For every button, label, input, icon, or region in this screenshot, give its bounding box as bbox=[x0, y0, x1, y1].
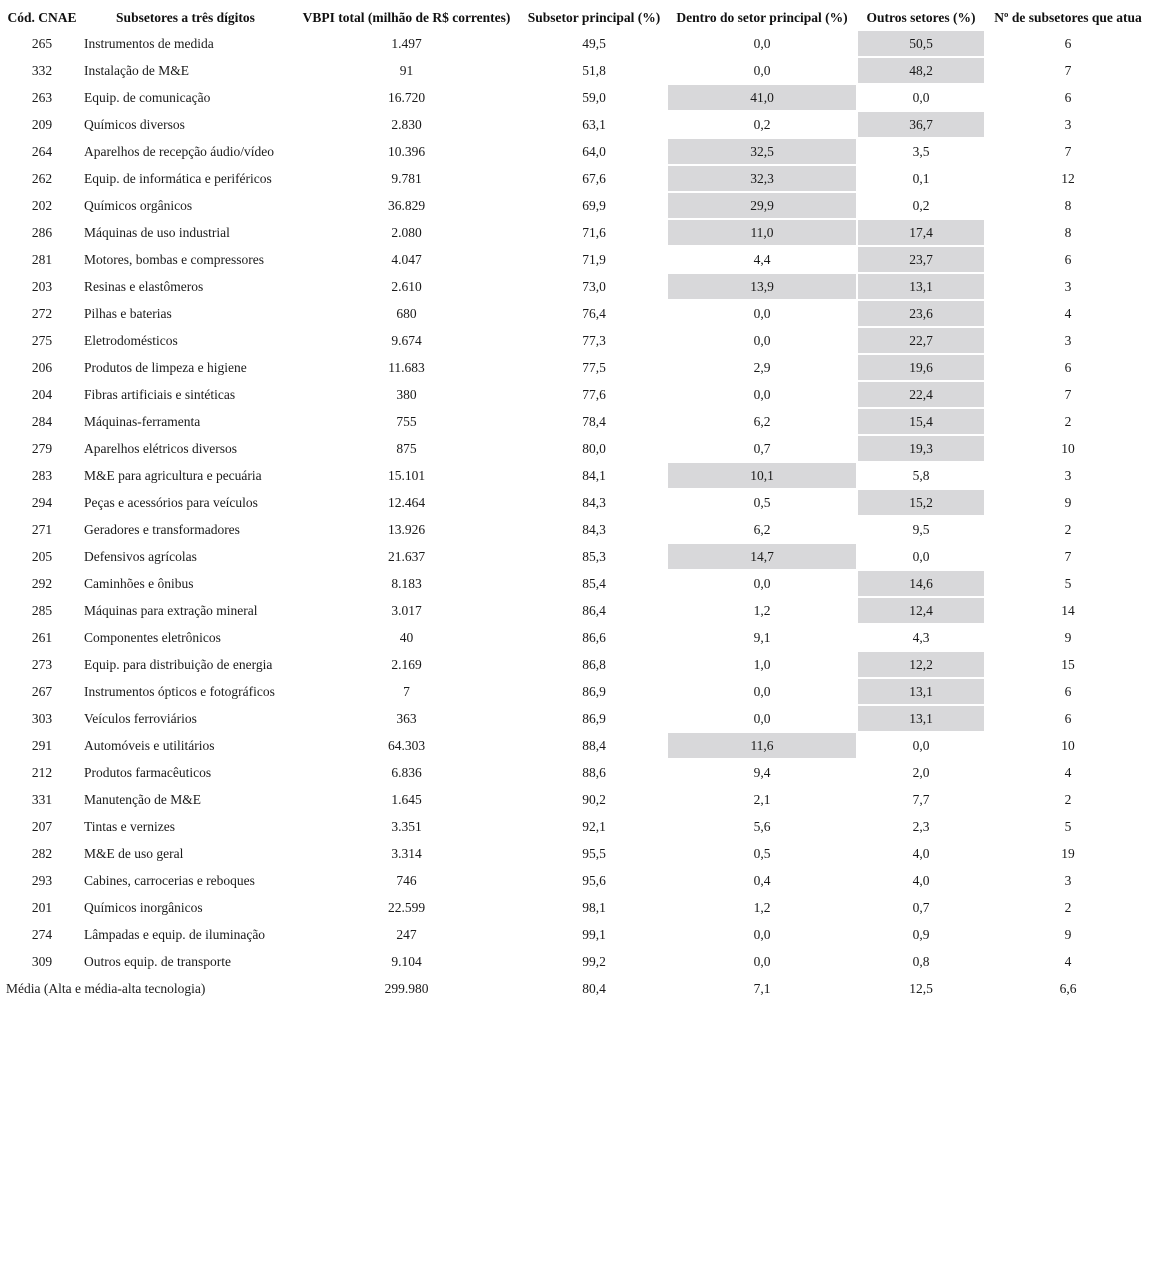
cnae-code-cell: 292 bbox=[31, 575, 53, 591]
within-sector-pct-cell: 13,9 bbox=[668, 274, 856, 299]
vbpi-cell: 36.829 bbox=[387, 197, 426, 213]
subsector-count-cell: 8 bbox=[1064, 224, 1072, 240]
subsector-count-cell: 6 bbox=[1064, 359, 1072, 375]
subsector-name-cell: Lâmpadas e equip. de iluminação bbox=[84, 926, 266, 942]
vbpi-cell: 380 bbox=[396, 386, 417, 402]
within-sector-pct-cell: 0,0 bbox=[753, 62, 771, 78]
principal-pct-cell: 80,0 bbox=[582, 440, 606, 456]
subsector-name-cell: Caminhões e ônibus bbox=[84, 575, 194, 591]
other-sectors-pct-cell: 15,4 bbox=[858, 409, 984, 434]
within-sector-pct-cell: 1,2 bbox=[753, 899, 771, 915]
subsector-name-cell: Produtos farmacêuticos bbox=[84, 764, 212, 780]
within-sector-pct-cell: 32,3 bbox=[668, 166, 856, 191]
cnae-code-cell: 331 bbox=[31, 791, 53, 807]
subsector-name-cell: Veículos ferroviários bbox=[84, 710, 197, 726]
vbpi-cell: 22.599 bbox=[387, 899, 426, 915]
cnae-code-cell: 279 bbox=[31, 440, 53, 456]
table-row bbox=[6, 436, 1150, 461]
other-sectors-pct-cell: 2,3 bbox=[912, 818, 930, 834]
other-sectors-pct-cell: 9,5 bbox=[912, 521, 930, 537]
other-sectors-pct-cell: 15,2 bbox=[858, 490, 984, 515]
subsector-name-cell: Manutenção de M&E bbox=[84, 791, 201, 807]
table-body bbox=[6, 31, 1150, 974]
cnae-code-cell: 271 bbox=[31, 521, 53, 537]
principal-pct-cell: 49,5 bbox=[582, 35, 606, 51]
within-sector-pct-cell: 29,9 bbox=[668, 193, 856, 218]
within-sector-pct-cell: 5,6 bbox=[753, 818, 771, 834]
cnae-code-cell: 272 bbox=[31, 305, 53, 321]
table-row bbox=[6, 760, 1150, 785]
cnae-code-cell: 267 bbox=[31, 683, 53, 699]
vbpi-cell: 15.101 bbox=[387, 467, 426, 483]
average-within-sector: 7,1 bbox=[753, 980, 771, 996]
principal-pct-cell: 73,0 bbox=[582, 278, 606, 294]
average-row bbox=[6, 976, 1150, 1001]
subsector-name-cell: Eletrodomésticos bbox=[84, 332, 178, 348]
subsector-name-cell: Instrumentos ópticos e fotográficos bbox=[84, 683, 275, 699]
header-row bbox=[6, 6, 1150, 29]
cnae-code-cell: 281 bbox=[31, 251, 53, 267]
vbpi-cell: 3.314 bbox=[391, 845, 422, 861]
other-sectors-pct-cell: 13,1 bbox=[858, 679, 984, 704]
principal-pct-cell: 99,1 bbox=[582, 926, 606, 942]
table-row bbox=[6, 301, 1150, 326]
cnae-code-cell: 294 bbox=[31, 494, 53, 510]
table-row bbox=[6, 139, 1150, 164]
table-row bbox=[6, 166, 1150, 191]
vbpi-cell: 2.830 bbox=[391, 116, 422, 132]
within-sector-pct-cell: 0,2 bbox=[753, 116, 771, 132]
principal-pct-cell: 77,3 bbox=[582, 332, 606, 348]
cnae-code-cell: 206 bbox=[31, 359, 53, 375]
table-header bbox=[6, 6, 1150, 29]
other-sectors-pct-cell: 0,9 bbox=[912, 926, 930, 942]
within-sector-pct-cell: 0,0 bbox=[753, 926, 771, 942]
header-cnae-code: Cód. CNAE bbox=[7, 9, 77, 25]
table-row bbox=[6, 679, 1150, 704]
table-row bbox=[6, 895, 1150, 920]
other-sectors-pct-cell: 19,3 bbox=[858, 436, 984, 461]
cnae-code-cell: 284 bbox=[31, 413, 53, 429]
subsector-count-cell: 12 bbox=[1061, 170, 1075, 186]
other-sectors-pct-cell: 48,2 bbox=[858, 58, 984, 83]
within-sector-pct-cell: 32,5 bbox=[668, 139, 856, 164]
within-sector-pct-cell: 0,0 bbox=[753, 683, 771, 699]
principal-pct-cell: 88,6 bbox=[582, 764, 606, 780]
table-row bbox=[6, 247, 1150, 272]
vbpi-cell: 746 bbox=[396, 872, 417, 888]
subsector-count-cell: 6 bbox=[1064, 89, 1072, 105]
cnae-code-cell: 202 bbox=[31, 197, 53, 213]
within-sector-pct-cell: 9,1 bbox=[753, 629, 771, 645]
table-row bbox=[6, 652, 1150, 677]
subsector-count-cell: 19 bbox=[1061, 845, 1075, 861]
within-sector-pct-cell: 6,2 bbox=[753, 521, 771, 537]
subsector-count-cell: 10 bbox=[1061, 440, 1075, 456]
principal-pct-cell: 71,6 bbox=[582, 224, 606, 240]
subsector-count-cell: 4 bbox=[1064, 305, 1072, 321]
table-row bbox=[6, 328, 1150, 353]
subsector-name-cell: Máquinas para extração mineral bbox=[84, 602, 258, 618]
subsector-name-cell: Peças e acessórios para veículos bbox=[84, 494, 258, 510]
other-sectors-pct-cell: 13,1 bbox=[858, 706, 984, 731]
average-principal: 80,4 bbox=[582, 980, 606, 996]
cnae-code-cell: 286 bbox=[31, 224, 53, 240]
cnae-code-cell: 285 bbox=[31, 602, 53, 618]
other-sectors-pct-cell: 19,6 bbox=[858, 355, 984, 380]
cnae-code-cell: 309 bbox=[31, 953, 53, 969]
subsector-count-cell: 10 bbox=[1061, 737, 1075, 753]
other-sectors-pct-cell: 0,7 bbox=[912, 899, 930, 915]
subsector-count-cell: 8 bbox=[1064, 197, 1072, 213]
subsector-name-cell: Equip. de informática e periféricos bbox=[84, 170, 272, 186]
subsector-name-cell: Componentes eletrônicos bbox=[84, 629, 221, 645]
subsector-name-cell: Automóveis e utilitários bbox=[84, 737, 215, 753]
cnae-code-cell: 273 bbox=[31, 656, 53, 672]
table-row bbox=[6, 625, 1150, 650]
subsectors-table bbox=[4, 4, 1152, 1003]
subsector-name-cell: Equip. para distribuição de energia bbox=[84, 656, 273, 672]
subsector-name-cell: Motores, bombas e compressores bbox=[84, 251, 264, 267]
principal-pct-cell: 78,4 bbox=[582, 413, 606, 429]
table-row bbox=[6, 193, 1150, 218]
vbpi-cell: 40 bbox=[399, 629, 414, 645]
principal-pct-cell: 67,6 bbox=[582, 170, 606, 186]
subsector-name-cell: Defensivos agrícolas bbox=[84, 548, 197, 564]
within-sector-pct-cell: 0,0 bbox=[753, 575, 771, 591]
table-row bbox=[6, 85, 1150, 110]
cnae-code-cell: 293 bbox=[31, 872, 53, 888]
subsector-count-cell: 7 bbox=[1064, 386, 1072, 402]
subsector-count-cell: 6 bbox=[1064, 251, 1072, 267]
vbpi-cell: 247 bbox=[396, 926, 417, 942]
within-sector-pct-cell: 10,1 bbox=[668, 463, 856, 488]
subsector-count-cell: 6 bbox=[1064, 710, 1072, 726]
other-sectors-pct-cell: 50,5 bbox=[858, 31, 984, 56]
other-sectors-pct-cell: 4,3 bbox=[912, 629, 930, 645]
principal-pct-cell: 71,9 bbox=[582, 251, 606, 267]
principal-pct-cell: 85,3 bbox=[582, 548, 606, 564]
table-row bbox=[6, 814, 1150, 839]
table-row bbox=[6, 949, 1150, 974]
principal-pct-cell: 86,4 bbox=[582, 602, 606, 618]
other-sectors-pct-cell: 4,0 bbox=[912, 872, 930, 888]
vbpi-cell: 10.396 bbox=[387, 143, 426, 159]
subsector-count-cell: 3 bbox=[1064, 116, 1072, 132]
principal-pct-cell: 86,6 bbox=[582, 629, 606, 645]
other-sectors-pct-cell: 0,0 bbox=[912, 548, 930, 564]
table-row bbox=[6, 409, 1150, 434]
subsector-name-cell: Químicos orgânicos bbox=[84, 197, 193, 213]
principal-pct-cell: 84,1 bbox=[582, 467, 606, 483]
vbpi-cell: 91 bbox=[399, 62, 414, 78]
subsector-count-cell: 4 bbox=[1064, 764, 1072, 780]
other-sectors-pct-cell: 22,7 bbox=[858, 328, 984, 353]
principal-pct-cell: 85,4 bbox=[582, 575, 606, 591]
subsector-count-cell: 2 bbox=[1064, 791, 1072, 807]
other-sectors-pct-cell: 4,0 bbox=[912, 845, 930, 861]
other-sectors-pct-cell: 0,1 bbox=[912, 170, 930, 186]
subsector-name-cell: Geradores e transformadores bbox=[84, 521, 240, 537]
subsector-count-cell: 3 bbox=[1064, 872, 1072, 888]
vbpi-cell: 2.080 bbox=[391, 224, 422, 240]
vbpi-cell: 9.781 bbox=[391, 170, 422, 186]
within-sector-pct-cell: 9,4 bbox=[753, 764, 771, 780]
subsector-name-cell: Produtos de limpeza e higiene bbox=[84, 359, 247, 375]
subsector-name-cell: M&E de uso geral bbox=[84, 845, 184, 861]
table-row bbox=[6, 733, 1150, 758]
table-row bbox=[6, 382, 1150, 407]
subsector-name-cell: Máquinas de uso industrial bbox=[84, 224, 230, 240]
other-sectors-pct-cell: 12,2 bbox=[858, 652, 984, 677]
other-sectors-pct-cell: 2,0 bbox=[912, 764, 930, 780]
vbpi-cell: 6.836 bbox=[391, 764, 422, 780]
within-sector-pct-cell: 0,7 bbox=[753, 440, 771, 456]
subsector-name-cell: Resinas e elastômeros bbox=[84, 278, 204, 294]
table-row bbox=[6, 598, 1150, 623]
table-row bbox=[6, 463, 1150, 488]
other-sectors-pct-cell: 36,7 bbox=[858, 112, 984, 137]
other-sectors-pct-cell: 0,0 bbox=[912, 89, 930, 105]
principal-pct-cell: 95,5 bbox=[582, 845, 606, 861]
cnae-code-cell: 283 bbox=[31, 467, 53, 483]
subsector-count-cell: 15 bbox=[1061, 656, 1075, 672]
subsector-count-cell: 2 bbox=[1064, 899, 1072, 915]
subsector-name-cell: Instalação de M&E bbox=[84, 62, 189, 78]
table-row bbox=[6, 922, 1150, 947]
table-row bbox=[6, 868, 1150, 893]
other-sectors-pct-cell: 0,2 bbox=[912, 197, 930, 213]
vbpi-cell: 16.720 bbox=[387, 89, 426, 105]
vbpi-cell: 9.674 bbox=[391, 332, 422, 348]
subsector-count-cell: 9 bbox=[1064, 629, 1072, 645]
within-sector-pct-cell: 0,0 bbox=[753, 332, 771, 348]
cnae-code-cell: 282 bbox=[31, 845, 53, 861]
subsector-count-cell: 9 bbox=[1064, 926, 1072, 942]
subsector-name-cell: Fibras artificiais e sintéticas bbox=[84, 386, 236, 402]
other-sectors-pct-cell: 12,4 bbox=[858, 598, 984, 623]
principal-pct-cell: 77,6 bbox=[582, 386, 606, 402]
cnae-code-cell: 201 bbox=[31, 899, 53, 915]
cnae-code-cell: 265 bbox=[31, 35, 53, 51]
vbpi-cell: 4.047 bbox=[391, 251, 422, 267]
within-sector-pct-cell: 0,0 bbox=[753, 710, 771, 726]
table-row bbox=[6, 787, 1150, 812]
principal-pct-cell: 64,0 bbox=[582, 143, 606, 159]
within-sector-pct-cell: 1,2 bbox=[753, 602, 771, 618]
other-sectors-pct-cell: 17,4 bbox=[858, 220, 984, 245]
subsector-name-cell: Químicos diversos bbox=[84, 116, 185, 132]
table-row bbox=[6, 355, 1150, 380]
table-row bbox=[6, 490, 1150, 515]
principal-pct-cell: 99,2 bbox=[582, 953, 606, 969]
subsector-name-cell: Pilhas e baterias bbox=[84, 305, 172, 321]
table-row bbox=[6, 571, 1150, 596]
within-sector-pct-cell: 11,0 bbox=[668, 220, 856, 245]
vbpi-cell: 3.351 bbox=[391, 818, 422, 834]
vbpi-cell: 363 bbox=[396, 710, 417, 726]
within-sector-pct-cell: 4,4 bbox=[753, 251, 771, 267]
subsector-count-cell: 3 bbox=[1064, 332, 1072, 348]
table-row bbox=[6, 58, 1150, 83]
vbpi-cell: 21.637 bbox=[387, 548, 426, 564]
within-sector-pct-cell: 0,5 bbox=[753, 494, 771, 510]
vbpi-cell: 64.303 bbox=[387, 737, 426, 753]
vbpi-cell: 1.497 bbox=[391, 35, 422, 51]
vbpi-cell: 2.610 bbox=[391, 278, 422, 294]
cnae-code-cell: 332 bbox=[31, 62, 53, 78]
vbpi-cell: 2.169 bbox=[391, 656, 422, 672]
principal-pct-cell: 84,3 bbox=[582, 494, 606, 510]
principal-pct-cell: 84,3 bbox=[582, 521, 606, 537]
subsector-count-cell: 7 bbox=[1064, 548, 1072, 564]
principal-pct-cell: 95,6 bbox=[582, 872, 606, 888]
cnae-code-cell: 207 bbox=[31, 818, 53, 834]
cnae-code-cell: 275 bbox=[31, 332, 53, 348]
principal-pct-cell: 63,1 bbox=[582, 116, 606, 132]
principal-pct-cell: 88,4 bbox=[582, 737, 606, 753]
subsector-count-cell: 7 bbox=[1064, 62, 1072, 78]
other-sectors-pct-cell: 14,6 bbox=[858, 571, 984, 596]
subsector-name-cell: Outros equip. de transporte bbox=[84, 953, 231, 969]
header-other-sectors-pct: Outros setores (%) bbox=[866, 9, 976, 25]
principal-pct-cell: 86,9 bbox=[582, 710, 606, 726]
principal-pct-cell: 98,1 bbox=[582, 899, 606, 915]
subsector-name-cell: Cabines, carrocerias e reboques bbox=[84, 872, 255, 888]
vbpi-cell: 875 bbox=[396, 440, 417, 456]
subsector-count-cell: 4 bbox=[1064, 953, 1072, 969]
within-sector-pct-cell: 6,2 bbox=[753, 413, 771, 429]
principal-pct-cell: 69,9 bbox=[582, 197, 606, 213]
header-principal-pct: Subsetor principal (%) bbox=[527, 9, 661, 25]
vbpi-cell: 11.683 bbox=[388, 359, 425, 375]
other-sectors-pct-cell: 5,8 bbox=[912, 467, 930, 483]
table-row bbox=[6, 841, 1150, 866]
subsector-count-cell: 5 bbox=[1064, 818, 1072, 834]
within-sector-pct-cell: 0,0 bbox=[753, 386, 771, 402]
cnae-code-cell: 204 bbox=[31, 386, 53, 402]
table-row bbox=[6, 517, 1150, 542]
other-sectors-pct-cell: 7,7 bbox=[912, 791, 930, 807]
subsector-count-cell: 2 bbox=[1064, 521, 1072, 537]
subsector-count-cell: 6 bbox=[1064, 683, 1072, 699]
average-other-sectors: 12,5 bbox=[909, 980, 933, 996]
cnae-code-cell: 209 bbox=[31, 116, 53, 132]
principal-pct-cell: 92,1 bbox=[582, 818, 606, 834]
subsector-name-cell: Tintas e vernizes bbox=[84, 818, 175, 834]
vbpi-cell: 13.926 bbox=[387, 521, 426, 537]
principal-pct-cell: 86,8 bbox=[582, 656, 606, 672]
cnae-code-cell: 212 bbox=[31, 764, 53, 780]
table-row bbox=[6, 112, 1150, 137]
subsector-count-cell: 6 bbox=[1064, 35, 1072, 51]
vbpi-cell: 1.645 bbox=[391, 791, 422, 807]
other-sectors-pct-cell: 3,5 bbox=[912, 143, 930, 159]
other-sectors-pct-cell: 13,1 bbox=[858, 274, 984, 299]
vbpi-cell: 12.464 bbox=[387, 494, 426, 510]
subsector-count-cell: 2 bbox=[1064, 413, 1072, 429]
vbpi-cell: 9.104 bbox=[391, 953, 422, 969]
principal-pct-cell: 76,4 bbox=[582, 305, 606, 321]
principal-pct-cell: 86,9 bbox=[582, 683, 606, 699]
subsector-name-cell: Aparelhos elétricos diversos bbox=[84, 440, 237, 456]
subsector-name-cell: Máquinas-ferramenta bbox=[84, 413, 201, 429]
other-sectors-pct-cell: 23,6 bbox=[858, 301, 984, 326]
other-sectors-pct-cell: 0,8 bbox=[912, 953, 930, 969]
vbpi-cell: 7 bbox=[403, 683, 410, 699]
vbpi-cell: 680 bbox=[396, 305, 417, 321]
cnae-code-cell: 303 bbox=[31, 710, 53, 726]
cnae-code-cell: 203 bbox=[31, 278, 53, 294]
vbpi-cell: 755 bbox=[396, 413, 417, 429]
cnae-code-cell: 262 bbox=[31, 170, 53, 186]
subsector-count-cell: 3 bbox=[1064, 278, 1072, 294]
other-sectors-pct-cell: 22,4 bbox=[858, 382, 984, 407]
cnae-code-cell: 291 bbox=[31, 737, 53, 753]
within-sector-pct-cell: 1,0 bbox=[753, 656, 771, 672]
principal-pct-cell: 90,2 bbox=[582, 791, 606, 807]
within-sector-pct-cell: 2,9 bbox=[753, 359, 771, 375]
table-row bbox=[6, 706, 1150, 731]
within-sector-pct-cell: 0,0 bbox=[753, 305, 771, 321]
cnae-code-cell: 274 bbox=[31, 926, 53, 942]
within-sector-pct-cell: 11,6 bbox=[668, 733, 856, 758]
within-sector-pct-cell: 2,1 bbox=[753, 791, 771, 807]
within-sector-pct-cell: 0,0 bbox=[753, 953, 771, 969]
other-sectors-pct-cell: 23,7 bbox=[858, 247, 984, 272]
average-subsector-count: 6,6 bbox=[1059, 980, 1077, 996]
principal-pct-cell: 59,0 bbox=[582, 89, 606, 105]
subsector-name-cell: M&E para agricultura e pecuária bbox=[84, 467, 262, 483]
other-sectors-pct-cell: 0,0 bbox=[912, 737, 930, 753]
within-sector-pct-cell: 0,0 bbox=[753, 35, 771, 51]
cnae-code-cell: 261 bbox=[31, 629, 53, 645]
subsector-count-cell: 5 bbox=[1064, 575, 1072, 591]
table-row bbox=[6, 220, 1150, 245]
subsector-name-cell: Aparelhos de recepção áudio/vídeo bbox=[84, 143, 275, 159]
header-subsector-name: Subsetores a três dígitos bbox=[116, 9, 255, 25]
vbpi-cell: 8.183 bbox=[391, 575, 422, 591]
principal-pct-cell: 77,5 bbox=[582, 359, 606, 375]
header-subsector-count: Nº de subsetores que atua bbox=[994, 9, 1142, 25]
cnae-code-cell: 264 bbox=[31, 143, 53, 159]
table-row bbox=[6, 31, 1150, 56]
subsector-count-cell: 14 bbox=[1061, 602, 1075, 618]
average-vbpi: 299.980 bbox=[384, 980, 429, 996]
table-row bbox=[6, 274, 1150, 299]
within-sector-pct-cell: 14,7 bbox=[668, 544, 856, 569]
table-row bbox=[6, 544, 1150, 569]
principal-pct-cell: 51,8 bbox=[582, 62, 606, 78]
subsector-name-cell: Equip. de comunicação bbox=[84, 89, 211, 105]
subsector-count-cell: 3 bbox=[1064, 467, 1072, 483]
subsector-name-cell: Instrumentos de medida bbox=[84, 35, 214, 51]
cnae-code-cell: 263 bbox=[31, 89, 53, 105]
within-sector-pct-cell: 0,4 bbox=[753, 872, 771, 888]
subsector-name-cell: Químicos inorgânicos bbox=[84, 899, 203, 915]
within-sector-pct-cell: 0,5 bbox=[753, 845, 771, 861]
header-vbpi-total: VBPI total (milhão de R$ correntes) bbox=[302, 9, 511, 25]
header-within-sector-pct: Dentro do setor principal (%) bbox=[676, 9, 848, 25]
cnae-code-cell: 205 bbox=[31, 548, 53, 564]
subsector-count-cell: 7 bbox=[1064, 143, 1072, 159]
average-label: Média (Alta e média-alta tecnologia) bbox=[6, 980, 206, 996]
vbpi-cell: 3.017 bbox=[391, 602, 422, 618]
subsector-count-cell: 9 bbox=[1064, 494, 1072, 510]
table-footer bbox=[6, 976, 1150, 1001]
within-sector-pct-cell: 41,0 bbox=[668, 85, 856, 110]
